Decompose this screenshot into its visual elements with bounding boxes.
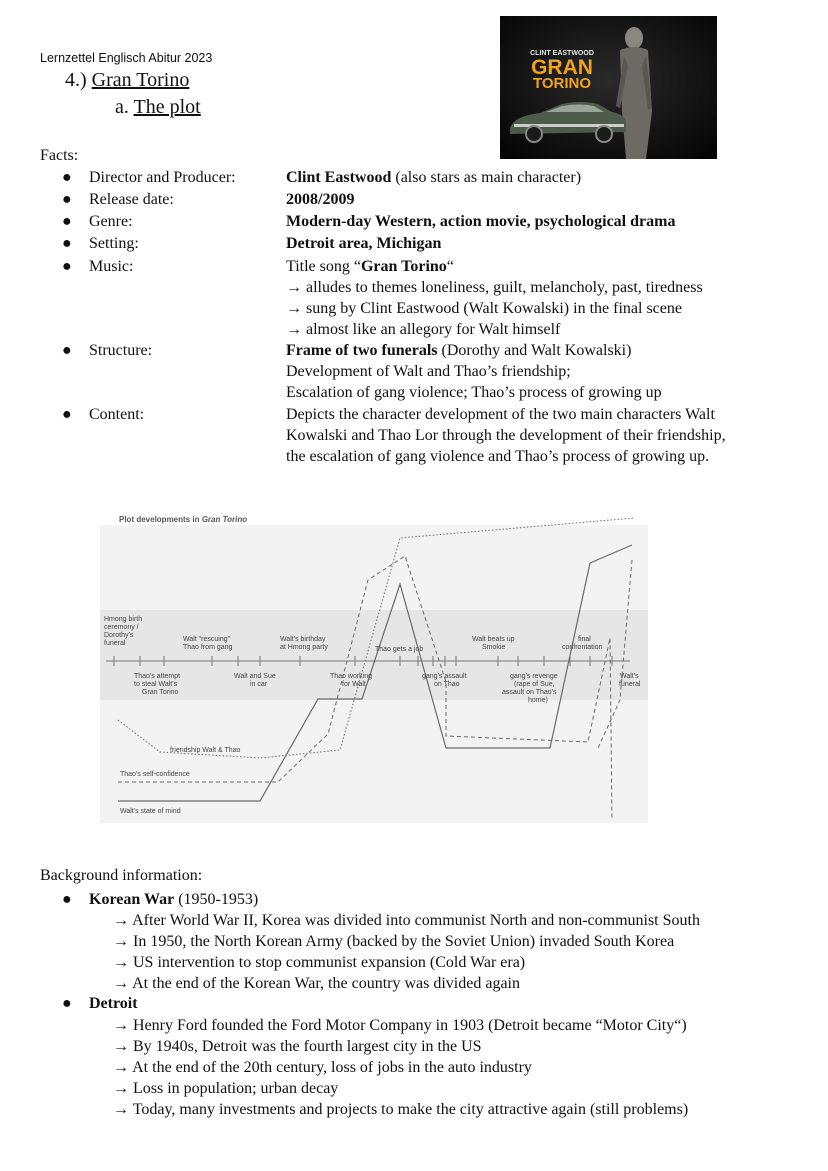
fact-value-bold: 2008/2009 (286, 191, 355, 208)
fact-value-rest: (also stars as main character) (391, 169, 582, 186)
background-line: → At the end of the 20th century, loss of jobs in the auto industry (113, 1059, 532, 1076)
section-title-text: Gran Torino (91, 69, 190, 91)
fact-label: Music: (89, 258, 134, 275)
fact-value-bold: Clint Eastwood (286, 169, 392, 186)
content-line: Kowalski and Thao Lor through the development of their friendship, (286, 427, 726, 444)
subsection-letter: a. (115, 96, 129, 118)
fact-label: Structure: (89, 342, 153, 359)
bullet: ● (62, 258, 72, 275)
background-line: → Loss in population; urban decay (113, 1080, 339, 1097)
fact-value-setting (286, 233, 806, 254)
background-line: → By 1940s, Detroit was the fourth largest city in the US (113, 1038, 482, 1055)
fact-value-content (286, 404, 806, 467)
fact-label: Content: (89, 406, 145, 423)
topic-title: Korean War (1950-1953) (89, 891, 259, 908)
content-line: Depicts the character development of the two main characters Walt (286, 406, 715, 423)
event-label-bottom: gang's assault on Thao (422, 673, 467, 688)
header-note: Lernzettel Englisch Abitur 2023 (40, 51, 213, 65)
fact-label: Setting: (89, 235, 139, 252)
fact-value-pre: Title song “ (286, 258, 361, 275)
event-label-top: Hmong birth ceremony / Dorothy's funeral (104, 616, 143, 647)
fact-value-rest: (Dorothy and Walt Kowalski) (437, 342, 632, 359)
event-label-top: Walt's birthday at Hmong party (280, 636, 328, 651)
bullet: ● (62, 995, 72, 1012)
facts-label: Facts: (40, 147, 79, 164)
fact-value-release (286, 189, 806, 210)
series-label-friendship: friendship Walt & Thao (170, 747, 241, 754)
topic-title: Detroit (89, 995, 138, 1012)
bullet: ● (62, 235, 72, 252)
subsection-title (115, 96, 201, 119)
event-label-bottom: Walt and Sue in car (234, 673, 276, 688)
section-number: 4.) (65, 69, 87, 91)
fact-value-structure (286, 340, 806, 403)
event-label-top: Walt beats up Smokie (472, 636, 515, 651)
event-label-bottom: gang's revenge (rape of Sue, assault on Thao's home) (502, 673, 558, 704)
bullet: ● (62, 169, 72, 186)
music-line: → alludes to themes loneliness, guilt, melancholy, past, tiredness (286, 279, 703, 296)
fact-label: Director and Producer: (89, 169, 236, 186)
bullet: ● (62, 342, 72, 359)
poster-title-line2: TORINO (532, 75, 592, 92)
poster-title-line1: GRAN (531, 56, 593, 79)
series-label-self-confidence: Thao's self-confidence (120, 771, 190, 778)
korean-war-lines (113, 910, 700, 994)
structure-line: Development of Walt and Thao’s friendship; (286, 363, 571, 380)
background-line: → At the end of the Korean War, the country was divided again (113, 975, 520, 992)
bullet: ● (62, 406, 72, 423)
section-title (65, 69, 189, 92)
fact-value-music (286, 256, 806, 340)
fact-value-bold: Gran Torino (360, 258, 447, 275)
fact-value-genre (286, 211, 806, 232)
fact-value-bold: Detroit area, Michigan (286, 235, 442, 252)
poster-actor: CLINT EASTWOOD (530, 50, 594, 57)
background-label: Background information: (40, 867, 203, 884)
music-line: → sung by Clint Eastwood (Walt Kowalski) in the final scene (286, 300, 682, 317)
background-line: → In 1950, the North Korean Army (backed by the Soviet Union) invaded South Korea (113, 933, 675, 950)
background-line: → Henry Ford founded the Ford Motor Company in 1903 (Detroit became “Motor City“) (113, 1017, 687, 1034)
fact-label: Release date: (89, 191, 174, 208)
background-line: → After World War II, Korea was divided into communist North and non-communist South (113, 912, 700, 929)
event-label-bottom: Walt's funeral (619, 673, 641, 688)
background-line: → Today, many investments and projects to make the city attractive again (still problems) (113, 1101, 689, 1118)
figure-title: Plot developments in Gran Torino (119, 515, 248, 524)
event-label-top: Walt "rescuing" Thao from gang (183, 636, 233, 651)
bullet: ● (62, 891, 72, 908)
event-label-bottom: Thao's attempt to steal Walt's Gran Torino (134, 673, 181, 696)
subsection-title-text: The plot (133, 96, 201, 118)
fact-value-director (286, 167, 806, 188)
fact-value-rest: “ (446, 258, 454, 275)
fact-value-bold: Modern-day Western, action movie, psychological drama (286, 213, 676, 230)
plot-developments-figure (100, 500, 648, 823)
detroit-lines (113, 1015, 688, 1120)
bullet: ● (62, 191, 72, 208)
series-label-state-of-mind: Walt's state of mind (120, 808, 181, 815)
bullet: ● (62, 213, 72, 230)
movie-poster-image (500, 16, 717, 159)
background-line: → US intervention to stop communist expansion (Cold War era) (113, 954, 526, 971)
fact-value-bold: Frame of two funerals (286, 342, 438, 359)
event-label-bottom: Thao working for Walt (330, 673, 373, 688)
event-label-top: Thao gets a job (375, 646, 424, 653)
structure-line: Escalation of gang violence; Thao’s process of growing up (286, 384, 662, 401)
event-label-top: final confrontation (562, 636, 603, 651)
content-line: the escalation of gang violence and Thao’s process of growing up. (286, 448, 710, 465)
fact-label: Genre: (89, 213, 133, 230)
music-line: → almost like an allegory for Walt himself (286, 321, 561, 338)
